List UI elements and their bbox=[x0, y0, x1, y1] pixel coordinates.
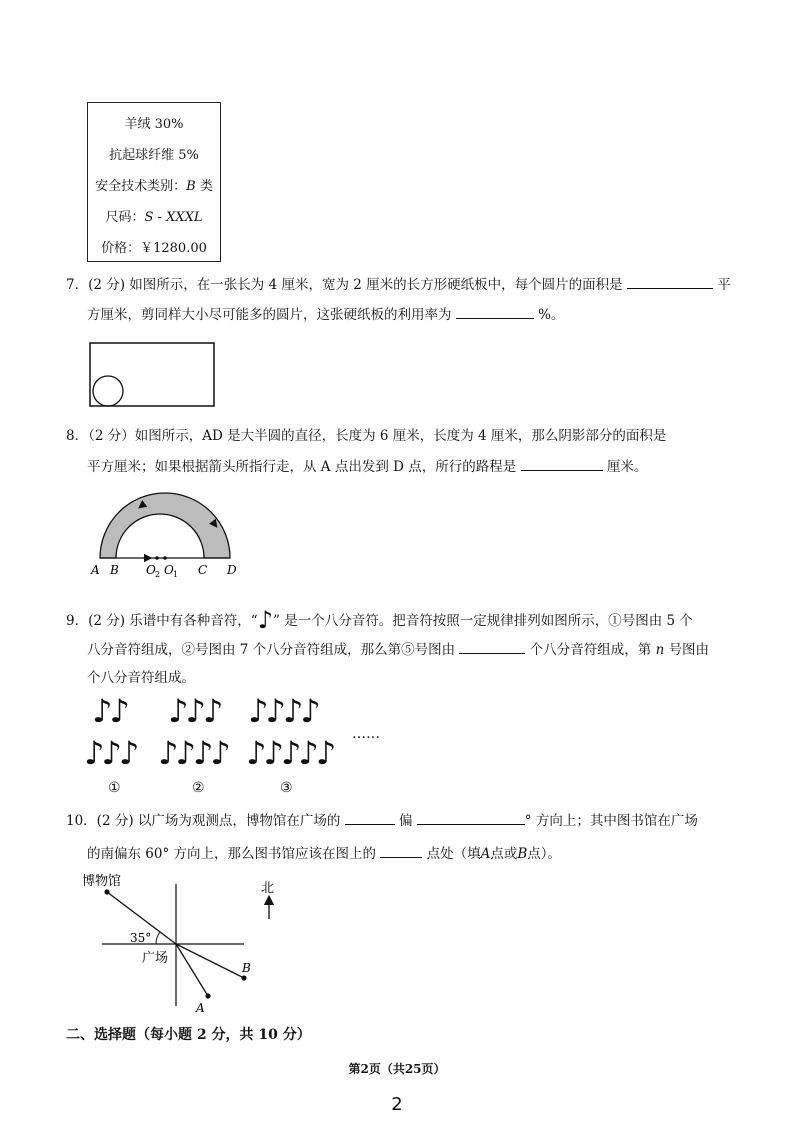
label-line-safety: 安全技术类别：B 类 bbox=[95, 179, 213, 194]
museum-point bbox=[104, 889, 109, 894]
q9-notes-figure bbox=[84, 692, 380, 802]
q7-rectangle-figure bbox=[86, 340, 218, 410]
q10-blank-direction[interactable] bbox=[345, 810, 395, 825]
label-line-price: 价格：￥1280.00 bbox=[101, 241, 207, 256]
fig1-label: ① bbox=[108, 780, 121, 796]
q8-semicircle-figure bbox=[82, 488, 252, 580]
fig2-label: ② bbox=[192, 780, 205, 796]
question-7-line-2: 方厘米，剪同样大小尽可能多的圆片，这张硬纸板的利用率为 %。 bbox=[87, 304, 564, 325]
point-a bbox=[205, 993, 210, 998]
question-7-line-1: 7．(2 分) 如图所示，在一张长为 4 厘米，宽为 2 厘米的长方形硬纸板中，每个圆片的面积是 平 bbox=[66, 274, 731, 295]
q10-blank-degree[interactable] bbox=[417, 810, 525, 825]
q10-direction-figure bbox=[80, 872, 290, 1018]
question-8-line-2: 平方厘米；如果根据箭头所指行走，从 A 点出发到 D 点，所行的路程是 厘米。 bbox=[87, 456, 647, 477]
fig2-top-notes: ♪♪♪ bbox=[168, 692, 221, 730]
fig1-bottom-notes: ♪♪♪ bbox=[84, 734, 137, 772]
q7-blank-rate[interactable] bbox=[456, 304, 534, 319]
plaza-label: 广场 bbox=[142, 951, 169, 966]
label-o2-sub: 2 bbox=[155, 570, 161, 579]
fig3-top-notes: ♪♪♪♪ bbox=[248, 692, 318, 730]
label-o2: O bbox=[146, 563, 156, 577]
museum-label: 博物馆 bbox=[82, 874, 122, 889]
point-b bbox=[241, 975, 246, 980]
question-9-line-2: 八分音符组成，②号图由 7 个八分音符组成，那么第⑤号图由 个八分音符组成，第 n 号图由 bbox=[87, 639, 709, 660]
cardboard-rectangle bbox=[90, 343, 214, 406]
label-line-wool: 羊绒 30% bbox=[124, 117, 184, 132]
question-9-line-1: 9．(2 分) 乐谱中有各种音符，“♪” 是一个八分音符。把音符按照一定规律排列如图所示，①号图由 5 个 bbox=[66, 606, 693, 634]
fig2-bottom-notes: ♪♪♪♪ bbox=[158, 734, 228, 772]
q9-blank-fifth[interactable] bbox=[459, 639, 525, 654]
fig3-bottom-notes: ♪♪♪♪♪ bbox=[246, 734, 334, 772]
fig3-label: ③ bbox=[280, 780, 293, 796]
point-o1 bbox=[163, 556, 167, 560]
eighth-note-icon: ♪ bbox=[257, 606, 274, 634]
label-line-size: 尺码：S - XXXL bbox=[105, 210, 203, 225]
angle-arc bbox=[156, 932, 160, 944]
figure-ellipsis: …… bbox=[352, 726, 380, 742]
circle-piece bbox=[93, 376, 123, 406]
q10-blank-point[interactable] bbox=[380, 843, 422, 858]
fig1-top-notes: ♪♪ bbox=[92, 692, 127, 730]
question-10-line-2: 的南偏东 60° 方向上，那么图书馆应该在图上的 点处（填A点或B点）。 bbox=[87, 843, 561, 864]
question-10-line-1: 10．(2 分) 以广场为观测点，博物馆在广场的 偏 ° 方向上；其中图书馆在广场 bbox=[66, 810, 698, 831]
question-8-line-1: 8．（2 分）如图所示，AD 是大半圆的直径，长度为 6 厘米，长度为 4 厘米，那么阴影部分的面积是 bbox=[66, 428, 667, 444]
label-b: B bbox=[242, 961, 251, 975]
label-a: A bbox=[196, 1001, 205, 1015]
label-b: B bbox=[110, 563, 119, 577]
page-footer: 第2页（共25页） bbox=[348, 1062, 446, 1076]
point-o2 bbox=[155, 556, 159, 560]
garment-label-box bbox=[87, 102, 221, 262]
page-number: 2 bbox=[391, 1094, 403, 1115]
label-c: C bbox=[198, 563, 208, 577]
question-9-line-3: 个八分音符组成。 bbox=[87, 670, 195, 686]
section-2-heading: 二、选择题（每小题 2 分，共 10 分） bbox=[66, 1027, 311, 1043]
label-a: A bbox=[91, 563, 100, 577]
label-d: D bbox=[227, 563, 237, 577]
angle-label: 35° bbox=[130, 931, 152, 945]
north-label: 北 bbox=[261, 881, 275, 896]
label-line-fiber: 抗起球纤维 5% bbox=[109, 148, 199, 163]
label-o1-sub: 1 bbox=[173, 570, 179, 579]
shaded-region bbox=[100, 493, 230, 558]
q8-blank-distance[interactable] bbox=[521, 456, 603, 471]
label-o1: O bbox=[164, 563, 174, 577]
q7-blank-area[interactable] bbox=[627, 274, 713, 289]
